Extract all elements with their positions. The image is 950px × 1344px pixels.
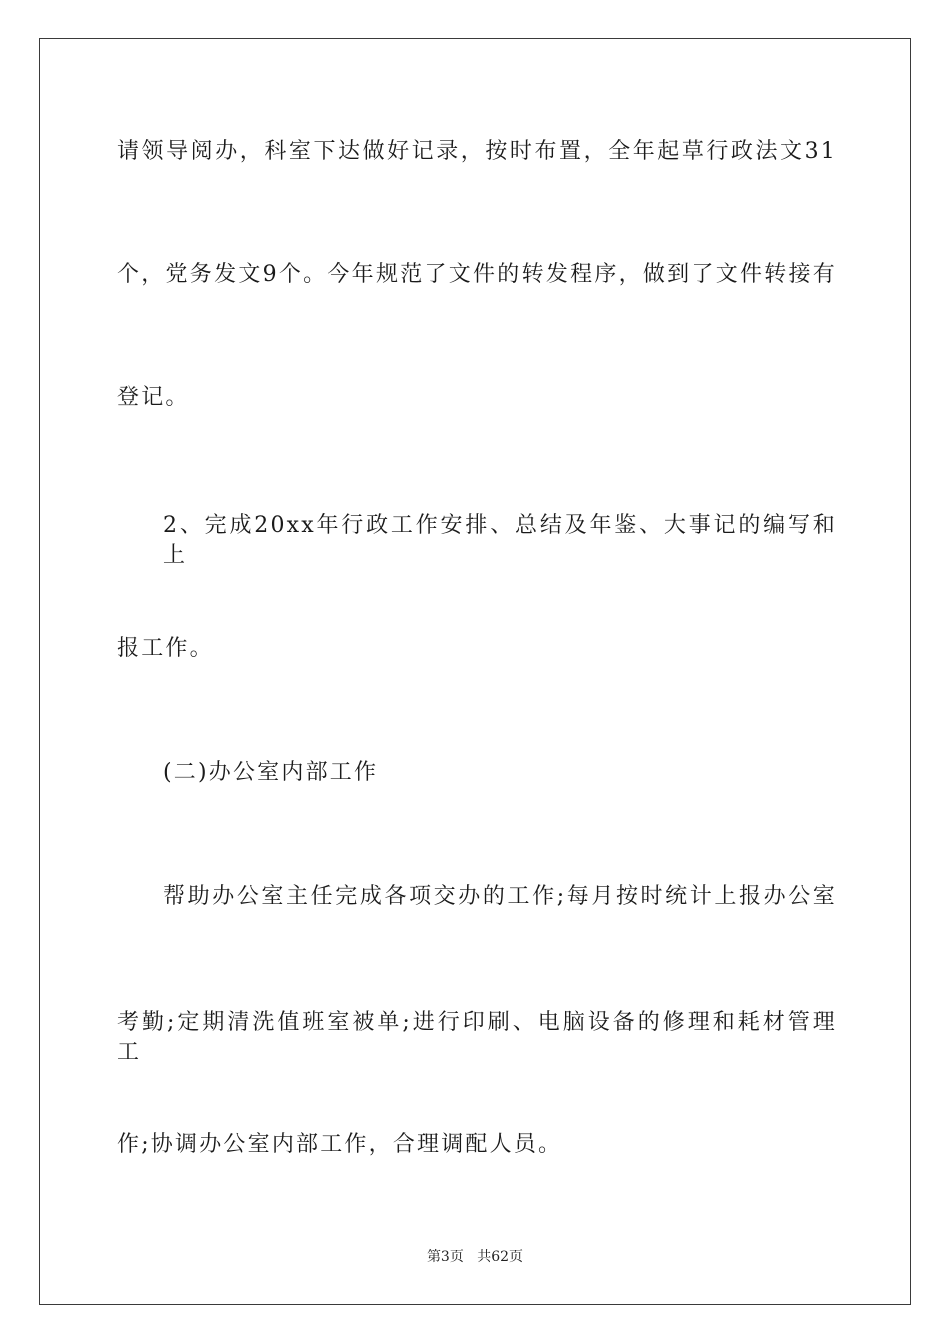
page-border bbox=[39, 38, 911, 1305]
body-text-line: 登记。 bbox=[117, 385, 190, 410]
total-pages: 共62页 bbox=[477, 1249, 524, 1265]
page-footer bbox=[0, 1247, 950, 1267]
section-heading: (二)办公室内部工作 bbox=[163, 760, 379, 785]
body-text-line: 请领导阅办，科室下达做好记录，按时布置，全年起草行政法文31 bbox=[117, 139, 837, 164]
body-text-line: 报工作。 bbox=[117, 636, 214, 661]
paragraph-line: 2、完成20xx年行政工作安排、总结及年鉴、大事记的编写和上 bbox=[163, 513, 837, 568]
body-text-line: 考勤;定期清洗值班室被单;进行印刷、电脑设备的修理和耗材管理工 bbox=[117, 1010, 837, 1065]
body-text-line: 作;协调办公室内部工作，合理调配人员。 bbox=[117, 1132, 563, 1157]
body-text-line: 个，党务发文9个。今年规范了文件的转发程序，做到了文件转接有 bbox=[117, 262, 837, 287]
paragraph-line: 帮助办公室主任完成各项交办的工作;每月按时统计上报办公室 bbox=[163, 884, 837, 909]
page-number: 第3页 bbox=[426, 1249, 464, 1265]
